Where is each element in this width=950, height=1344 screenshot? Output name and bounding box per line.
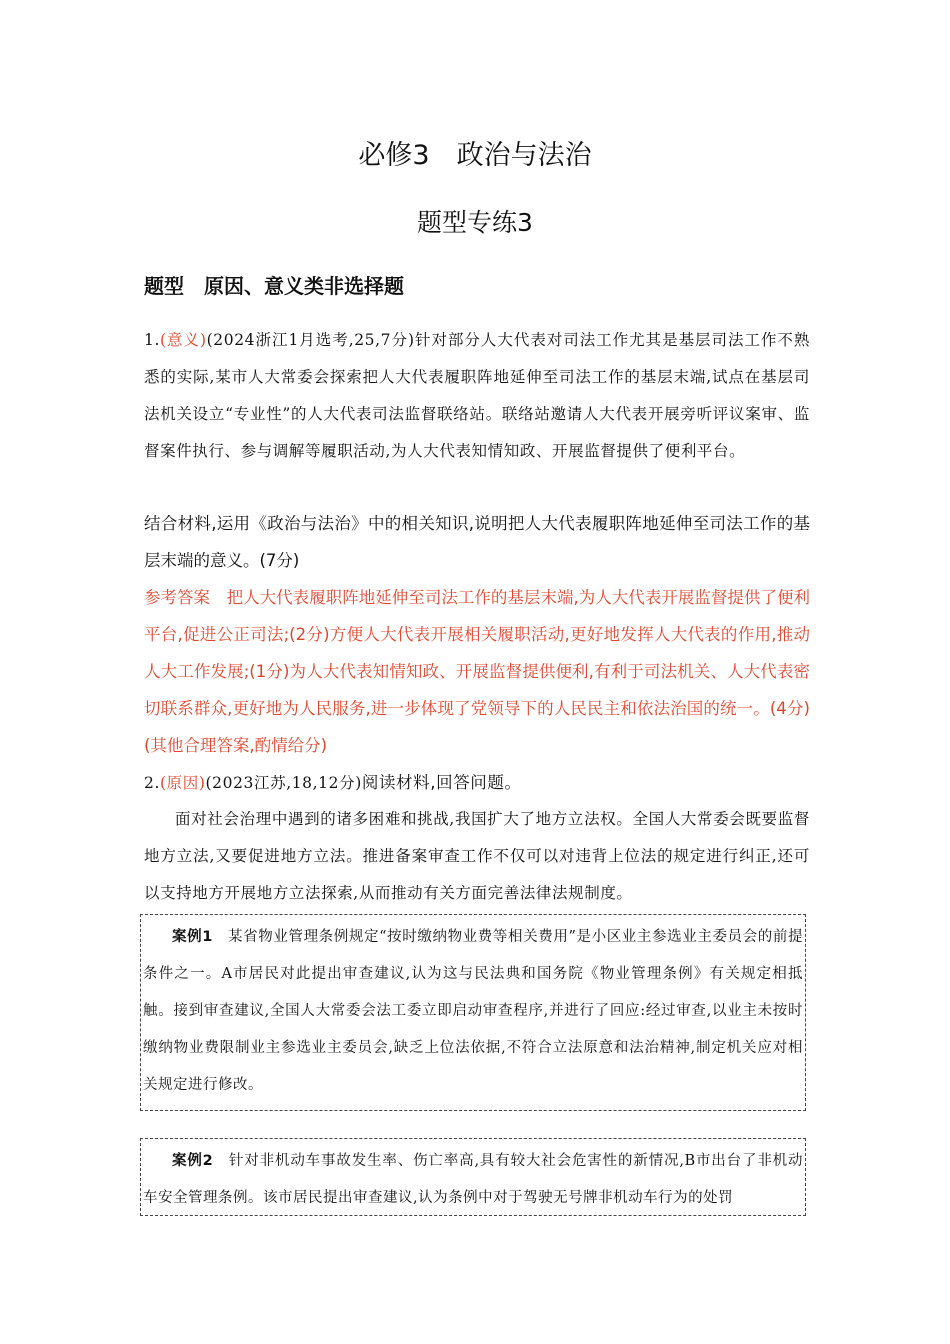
case-1-paragraph — [143, 919, 803, 1104]
page-title: 必修3 政治与法治 — [358, 140, 592, 171]
question-2-tag: (原因) — [160, 774, 206, 792]
question-1-text: 针对部分人大代表对司法工作尤其是基层司法工作不熟悉的实际,某市人大常委会探索把人大代表履职阵地延伸至司法工作的基层末端,试点在基层司法机关设立“专业性”的人大代表司法监督联络站。联络站邀请人大代表开展旁听评议案审、监督案件执行、参与调解等履职活动,为人大代表知情知政、开展监督提供了便利平台。 — [144, 331, 811, 460]
question-1-material — [144, 322, 810, 470]
question-1-number: 1. — [144, 331, 160, 349]
question-1-answer: 参考答案 把人大代表履职阵地延伸至司法工作的基层末端,为人大代表开展监督提供了便利平台,促进公正司法;(2分)方便人大代表开展相关履职活动,更好地发挥人大代表的作用,推动人大工作发展;(1分)为人大代表知情知政、开展监督提供便利,有利于司法机关、人大代表密切联系群众,更好地为人民服务,进一步体现了党领导下的人民民主和依法治国的统一。(4分)(其他合理答案,酌情给分) — [144, 588, 810, 755]
page-subtitle: 题型专练3 — [417, 208, 533, 237]
question-1-source: (2024浙江1月选考,25,7分) — [206, 331, 415, 349]
case-2-text: 针对非机动车事故发生率、伤亡率高,具有较大社会危害性的新情况,B市出台了非机动车安全管理条例。该市居民提出审查建议,认为条例中对于驾驶无号牌非机动车行为的处罚 — [143, 1153, 804, 1206]
case-1-text: 某省物业管理条例规定“按时缴纳物业费等相关费用”是小区业主参选业主委员会的前提条件之一。A市居民对此提出审查建议,认为这与民法典和国务院《物业管理条例》有关规定相抵触。接到审查建议,全国人大常委会法工委立即启动审查程序,并进行了回应:经过审查,以业主未按时缴纳物业费限制业主参选业主委员会,缺乏上位法依据,不符合立法原意和法治精神,制定机关应对相关规定进行修改。 — [143, 929, 803, 1093]
question-1-prompt: 结合材料,运用《政治与法治》中的相关知识,说明把人大代表履职阵地延伸至司法工作的基层末端的意义。(7分) — [144, 514, 810, 570]
question-1-tag: (意义) — [160, 331, 207, 349]
question-2-number: 2. — [144, 774, 160, 792]
question-2-prompt: 阅读材料,回答问题。 — [361, 773, 522, 792]
question-2-source: (2023江苏,18,12分) — [205, 774, 362, 792]
section-heading: 题型 原因、意义类非选择题 — [144, 274, 404, 298]
case-2-box — [140, 1138, 806, 1216]
case-1-label: 案例1 — [172, 929, 213, 945]
case-2-paragraph — [143, 1143, 803, 1216]
question-2-material: 面对社会治理中遇到的诸多困难和挑战,我国扩大了地方立法权。全国人大常委会既要监督地方立法,又要促进地方立法。推进备案审查工作不仅可以对违背上位法的规定进行纠正,还可以支持地方开展地方立法探索,从而推动有关方面完善法律法规制度。 — [144, 810, 810, 902]
case-2-label: 案例2 — [172, 1153, 214, 1169]
question-2-header — [144, 764, 810, 802]
case-1-box — [140, 914, 806, 1111]
